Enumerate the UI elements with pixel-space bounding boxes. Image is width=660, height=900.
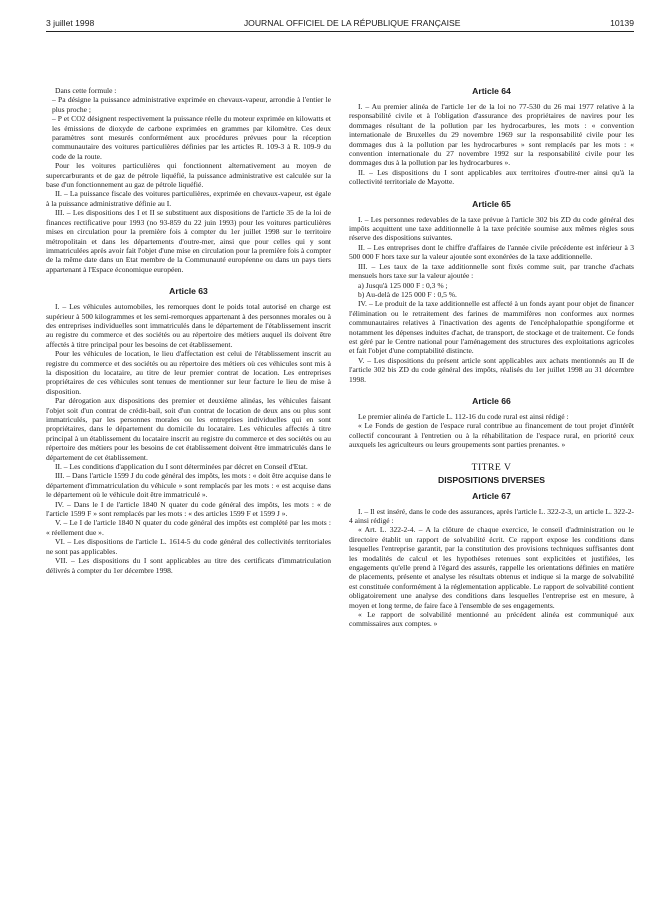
- paragraph: II. – Les conditions d'application du I sont déterminées par décret en Conseil d'Etat.: [55, 462, 308, 472]
- paragraph: « Art. L. 322-2-4. – A la clôture de chaque exercice, le conseil d'administration ou le directoire établit un rapport de solvabilité écrit. Ce rapport expose les conditions dans lesquelles l'entreprise garantit, par la constitution des provisions techniques suffisantes dont les modalités de calcul et les hypothèses retenues sont explicitées et justifiées, les engagements qu'elle prend à l'égard des assurés, rappelle les orientations définies en matière de placements, présente et analyse les résultats obtenus et indique si la marge de solvabilité est constituée conformément à la réglementation applicable. Le rapport de solvabilité contient obligatoirement une analyse des conditions dans lesquelles l'entreprise est en mesure, à moyen et long terme, de faire face à l'ensemble de ses engagements.: [349, 525, 634, 610]
- paragraph: IV. – Le produit de la taxe additionnelle est affecté à un fonds ayant pour objet de financer l'élimination ou le retraitement des farines de mammifères non conformes aux normes communautaires relatives à l'inactivation des agents de l'encéphalopathie spongiforme et notamment les dépenses induites d'achat, de transport, de stockage et de traitement. Ce fonds est géré par le Centre national pour l'aménagement des structures des exploitations agricoles et fait l'objet d'une comptabilité distincte.: [349, 299, 634, 356]
- title-heading: TITRE V: [471, 461, 512, 473]
- right-column: [349, 86, 634, 629]
- journal-title: JOURNAL OFFICIEL DE LA RÉPUBLIQUE FRANÇAISE: [243, 18, 461, 28]
- paragraph: I. – Il est inséré, dans le code des assurances, après l'article L. 322-2-3, un article L. 322-2-4 ainsi rédigé :: [349, 506, 634, 525]
- article-heading: Article 65: [472, 198, 511, 209]
- left-column: [46, 86, 331, 629]
- paragraph: I. – Au premier alinéa de l'article 1er de la loi no 77-530 du 26 mai 1977 relative à la responsabilité civile et à l'obligation d'assurance des propriétaires de navires pour les dommages résultant de la pollution par les hydrocarbures, les mots : « convention internationale de Bruxelles du 29 novembre 1969 sur la responsabilité civile pour les dommages dus à la pollution par les hydrocarbures » sont remplacés par les mots : « convention internationale du 27 novembre 1992 sur la responsabilité civile pour les dommages dus à la pollution par les hydrocarbures ».: [349, 102, 634, 168]
- paragraph: I. – Les véhicules automobiles, les remorques dont le poids total autorisé en charge est supérieur à 500 kilogrammes et les semi-remorques appartenant à des personnes morales ou à des entreprises individuelles sont immatriculés dans le département de l'établissement inscrit au registre du commerce et des sociétés ou au répertoire des métiers auquel ils doivent être affectés à titre principal pour les besoins de cet établissement.: [46, 302, 331, 349]
- paragraph: « Le rapport de solvabilité mentionné au précédent alinéa est communiqué aux commissaires aux comptes. »: [349, 610, 634, 629]
- paragraph: II. – La puissance fiscale des voitures particulières, exprimée en chevaux-vapeur, est égale à la puissance administrative définie au I.: [46, 189, 331, 208]
- paragraph: III. – Dans l'article 1599 J du code général des impôts, les mots : « doit être acquise dans le département d'immatriculation du véhicule » sont remplacés par les mots : « est acquise dans le département où le véhicule doit être immatriculé ».: [46, 471, 331, 500]
- paragraph: V. – Le I de l'article 1840 N quater du code général des impôts est complété par les mots : « réellement due ».: [46, 518, 331, 537]
- paragraph: « Le Fonds de gestion de l'espace rural contribue au financement de tout projet d'intérêt collectif concourant à l'entretien ou à la réhabilitation de l'espace rural, en priorité ceux auxquels les agriculteurs ou leurs groupements sont parties prenantes. »: [349, 421, 634, 450]
- title-subheading: DISPOSITIONS DIVERSES: [438, 474, 545, 485]
- article-heading: Article 64: [472, 86, 511, 96]
- paragraph: Pour les voitures particulières qui fonctionnent alternativement au moyen de supercarburants et de gaz de pétrole liquéfié, la puissance administrative est calculée sur la base d'un fonctionnement au gaz de pétrole liquéfié.: [46, 161, 331, 190]
- paragraph: Dans cette formule :: [55, 86, 117, 95]
- article-heading: Article 66: [472, 395, 511, 406]
- paragraph: III. – Les dispositions des I et II se substituent aux dispositions de l'article 35 de la loi de finances rectificative pour 1993 (no 93-859 du 22 juin 1993) pour les voitures particulières mises en circulation pour la première fois à compter du 1er juillet 1998 sur le territoire métropolitain et dans les départements d'outre-mer, ainsi que pour celles qui y sont immatriculées après avoir fait l'objet d'une mise en circulation pour la première fois à compter de la même date dans un Etat membre de la Communauté européenne ou dans un pays tiers appartenant à l'Espace économique européen.: [46, 208, 331, 274]
- paragraph: V. – Les dispositions du présent article sont applicables aux achats mentionnés au II de l'article 302 bis ZD du code général des impôts, réalisés du 1er juillet 1998 au 31 décembre 1998.: [349, 355, 634, 384]
- paragraph: a) Jusqu'à 125 000 F : 0,3 % ;: [358, 280, 448, 290]
- text-columns: [46, 86, 634, 629]
- header-date: 3 juillet 1998: [46, 18, 95, 28]
- paragraph: VI. – Les dispositions de l'article L. 1614-5 du code général des collectivités territoriales ne sont pas applicables.: [46, 537, 331, 556]
- paragraph: II. – Les dispositions du I sont applicables aux territoires d'outre-mer ainsi qu'à la collectivité territoriale de Mayotte.: [349, 167, 634, 187]
- article-heading: Article 63: [169, 286, 208, 297]
- paragraph: Pour les véhicules de location, le lieu d'affectation est celui de l'établissement inscrit au registre du commerce et des sociétés ou au répertoire des métiers où ces véhicules sont mis à la disposition du locataire, au titre de leur premier contrat de location. Les entreprises propriétaires de ces véhicules sont tenues de mentionner sur leur facture le lieu de mise à disposition.: [46, 349, 331, 396]
- paragraph: Le premier alinéa de l'article L. 112-16 du code rural est ainsi rédigé :: [358, 411, 569, 421]
- paragraph: II. – Les entreprises dont le chiffre d'affaires de l'année civile précédente est inférieur à 3 500 000 F hors taxe sur la valeur ajoutée sont exonérées de la taxe additionnelle.: [349, 242, 634, 262]
- paragraph: I. – Les personnes redevables de la taxe prévue à l'article 302 bis ZD du code général des impôts acquittent une taxe additionnelle à la taxe précitée soumise aux mêmes règles sous réserve des dispositions suivantes.: [349, 214, 634, 243]
- paragraph: IV. – Dans le I de l'article 1840 N quater du code général des impôts, les mots : « de l'article 1599 F » sont remplacés par les mots : « des articles 1599 F et 1599 J ».: [46, 499, 331, 519]
- paragraph: VII. – Les dispositions du I sont applicables au titre des certificats d'immatriculation délivrés à compter du 1er décembre 1998.: [46, 556, 331, 575]
- page-header: [46, 18, 634, 32]
- paragraph: – Pa désigne la puissance administrative exprimée en chevaux-vapeur, arrondie à l'entier le plus proche ;: [52, 95, 331, 114]
- paragraph: III. – Les taux de la taxe additionnelle sont fixés comme suit, par tranche d'achats mensuels hors taxe sur la valeur ajoutée :: [349, 261, 634, 281]
- paragraph: – P et CO2 désignent respectivement la puissance réelle du moteur exprimée en kilowatts et les émissions de dioxyde de carbone exprimées en grammes par kilomètre. Ces deux paramètres sont mesurés conformément aux procédures prévues pour la réception communautaire des voitures particulières définies par les articles R. 109-3 à R. 109-9 du code de la route.: [52, 114, 331, 161]
- article-heading: Article 67: [472, 490, 511, 501]
- paragraph: b) Au-delà de 125 000 F : 0,5 %.: [358, 289, 457, 299]
- page-number: 10139: [610, 18, 634, 28]
- paragraph: Par dérogation aux dispositions des premier et deuxième alinéas, les véhicules faisant l'objet soit d'un contrat de crédit-bail, soit d'un contrat de location de deux ans ou plus sont immatriculés, par les personnes morales ou les entreprises individuelles qui en sont propriétaires, dans le département du domicile du locataire. Les véhicules affectés à titre principal à un établissement du locataire inscrit au registre du commerce et des sociétés ou au répertoire des métiers pour les besoins de cet établissement doivent être immatriculés dans le département de cet établissement.: [46, 396, 331, 462]
